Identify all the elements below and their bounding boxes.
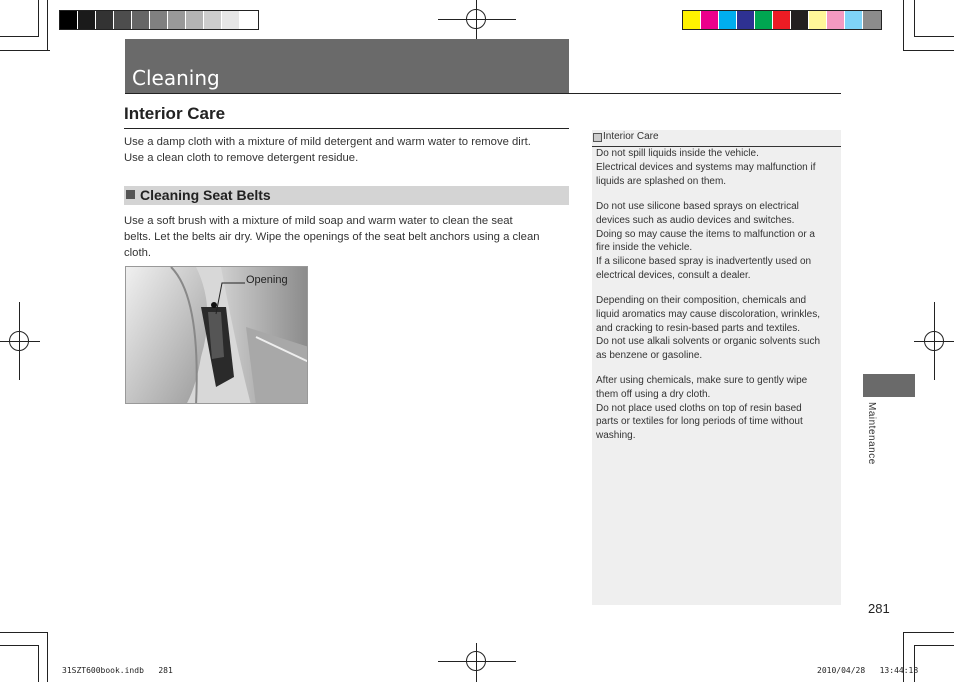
gray-swatch (240, 11, 258, 29)
note-line: Do not place used cloths on top of resin based (596, 402, 802, 414)
note-line: Depending on their composition, chemicals and (596, 295, 807, 306)
note-line: Doing so may cause the items to malfunction or a (596, 228, 815, 240)
subsection-title: Cleaning Seat Belts (140, 187, 271, 203)
color-swatch (845, 11, 863, 29)
gray-swatch (222, 11, 240, 29)
subsection-paragraph (124, 213, 569, 261)
color-swatch (701, 11, 719, 29)
note-line: liquid aromatics may cause discoloration, wrinkles, (596, 308, 820, 320)
note-line: If a silicone based spray is inadvertently used on (596, 256, 812, 268)
note-title: Interior Care (603, 131, 659, 142)
note-line: electrical devices, consult a dealer. (596, 269, 751, 281)
chapter-side-label: Maintenance (866, 402, 877, 465)
section-title: Interior Care (124, 104, 226, 123)
note-line: them off using a dry cloth. (596, 388, 711, 400)
gray-swatch (96, 11, 114, 29)
gray-swatch (114, 11, 132, 29)
note-line: Electrical devices and systems may malfunction if (596, 161, 816, 173)
photo-callout-label: Opening (246, 274, 288, 286)
color-swatch (737, 11, 755, 29)
gray-swatch (168, 11, 186, 29)
slug-file: 31SZT600book.indb 281 (62, 666, 173, 675)
gray-swatch (150, 11, 168, 29)
slug-timestamp: 2010/04/28 13:44:18 (817, 666, 919, 675)
note-line: Do not spill liquids inside the vehicle. (596, 148, 759, 159)
intro-line: Use a clean cloth to remove detergent residue. (124, 152, 359, 164)
note-icon (593, 133, 602, 142)
note-line: Do not use alkali solvents or organic solvents such (596, 336, 821, 348)
note-paragraph (596, 200, 836, 283)
subsection-line: Use a soft brush with a mixture of mild soap and warm water to clean the seat (124, 215, 513, 227)
note-line: Do not use silicone based sprays on electrical (596, 201, 799, 212)
gray-swatch (132, 11, 150, 29)
note-line: liquids are splashed on them. (596, 175, 727, 187)
note-paragraph (596, 374, 836, 443)
note-line: and cracking to resin-based parts and textiles. (596, 322, 800, 334)
gray-swatch (186, 11, 204, 29)
color-swatch (683, 11, 701, 29)
intro-line: Use a damp cloth with a mixture of mild detergent and warm water to remove dirt. (124, 136, 531, 148)
note-line: as benzene or gasoline. (596, 350, 703, 362)
header-rule (125, 93, 841, 94)
color-swatch (719, 11, 737, 29)
note-line: devices such as audio devices and switches. (596, 214, 795, 226)
section-rule (124, 128, 569, 129)
color-swatch (755, 11, 773, 29)
subsection-line: cloth. (124, 247, 152, 259)
gray-scale-bar (59, 10, 259, 30)
note-line: fire inside the vehicle. (596, 242, 693, 254)
gray-swatch (204, 11, 222, 29)
gray-swatch (78, 11, 96, 29)
color-swatch (773, 11, 791, 29)
color-swatch (809, 11, 827, 29)
page-number: 281 (868, 601, 890, 616)
color-swatch (827, 11, 845, 29)
color-swatch (791, 11, 809, 29)
subsection-line: belts. Let the belts air dry. Wipe the openings of the seat belt anchors using a clean (124, 231, 540, 243)
chapter-side-tab (863, 374, 915, 397)
note-paragraph (596, 294, 836, 363)
color-process-bar (682, 10, 882, 30)
gray-swatch (60, 11, 78, 29)
subsection-bullet (126, 190, 135, 199)
intro-paragraph (124, 134, 569, 166)
note-line: After using chemicals, make sure to gently wipe (596, 375, 808, 386)
note-line: parts or textiles for long periods of time without (596, 416, 803, 428)
note-line: washing. (596, 430, 636, 442)
color-swatch (863, 11, 881, 29)
note-paragraph (596, 147, 836, 188)
chapter-title: Cleaning (132, 66, 220, 90)
